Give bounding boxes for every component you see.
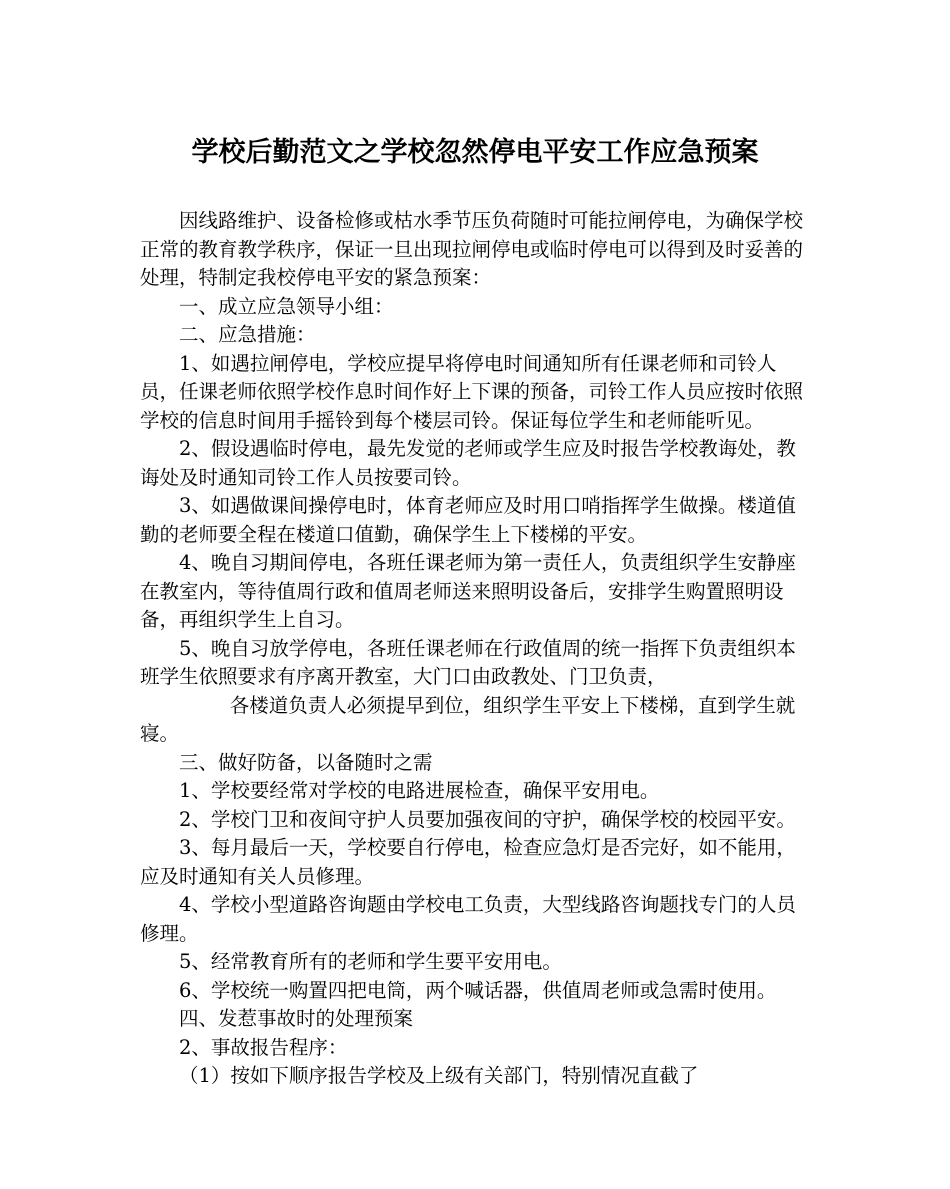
- paragraph-measure-2: 2、假设遇临时停电，最先发觉的老师或学生应及时报告学校教诲处，教诲处及时通知司铃工作人员按要司铃。: [140, 437, 796, 489]
- heading-section-4: 四、发惹事故时的处理预案: [179, 1007, 414, 1030]
- paragraph-prep-1: 1、学校要经常对学校的电路进展检查，确保平安用电。: [179, 779, 660, 802]
- paragraph-measure-1: 1、如遇拉闸停电，学校应提早将停电时间通知所有任课老师和司铃人员，任课老师依照学校作息时间作好上下课的预备，司铃工作人员应按时依照学校的信息时间用手摇铃到每个楼层司铃。保证每位学生和老师能听见。: [140, 351, 804, 432]
- paragraph-measure-3: 3、如遇做课间操停电时，体育老师应及时用口哨指挥学生做操。楼道值勤的老师要全程在楼道口值勤，确保学生上下楼梯的平安。: [140, 494, 796, 546]
- paragraph-measure-4: 4、晚自习期间停电，各班任课老师为第一责任人，负责组织学生安静座在教室内，等待值周行政和值周老师送来照明设备后，安排学生购置照明设备，再组织学生上自习。: [140, 551, 796, 631]
- paragraph-report-procedure: 2、事故报告程序：: [179, 1035, 348, 1059]
- heading-section-2: 二、应急措施：: [179, 323, 316, 346]
- heading-section-1: 一、成立应急领导小组：: [179, 294, 394, 318]
- heading-section-3: 三、做好防备，以备随时之需: [179, 750, 433, 774]
- document-body: [140, 207, 812, 1091]
- paragraph-prep-4: 4、学校小型道路咨询题由学校电工负责，大型线路咨询题找专门的人员修理。: [140, 893, 796, 945]
- paragraph-prep-6: 6、学校统一购置四把电筒，两个喊话器，供值周老师或急需时使用。: [179, 978, 777, 1002]
- paragraph-measure-5: 5、晚自习放学停电，各班任课老师在行政值周的统一指挥下负责组织本班学生依照要求有序离开教室，大门口由政教处、门卫负责，: [140, 636, 796, 688]
- document-title: 学校后勤范文之学校忽然停电平安工作应急预案: [191, 137, 759, 168]
- paragraph-prep-2: 2、学校门卫和夜间守护人员要加强夜间的守护，确保学校的校园平安。: [179, 807, 796, 831]
- paragraph-prep-3: 3、每月最后一天，学校要自行停电，检查应急灯是否完好，如不能用，应及时通知有关人员修理。: [140, 836, 796, 888]
- paragraph-prep-5: 5、经常教育所有的老师和学生要平安用电。: [179, 950, 562, 973]
- paragraph-report-step-1: （1）按如下顺序报告学校及上级有关部门，特别情况直截了: [179, 1064, 699, 1087]
- paragraph-measure-5-cont: 各楼道负责人必须提早到位，组织学生平安上下楼梯，直到学生就寝。: [140, 693, 796, 745]
- paragraph-intro: 因线路维护、设备检修或枯水季节压负荷随时可能拉闸停电，为确保学校正常的教育教学秩序，保证一旦出现拉闸停电或临时停电可以得到及时妥善的处理，特制定我校停电平安的紧急预案：: [140, 209, 804, 289]
